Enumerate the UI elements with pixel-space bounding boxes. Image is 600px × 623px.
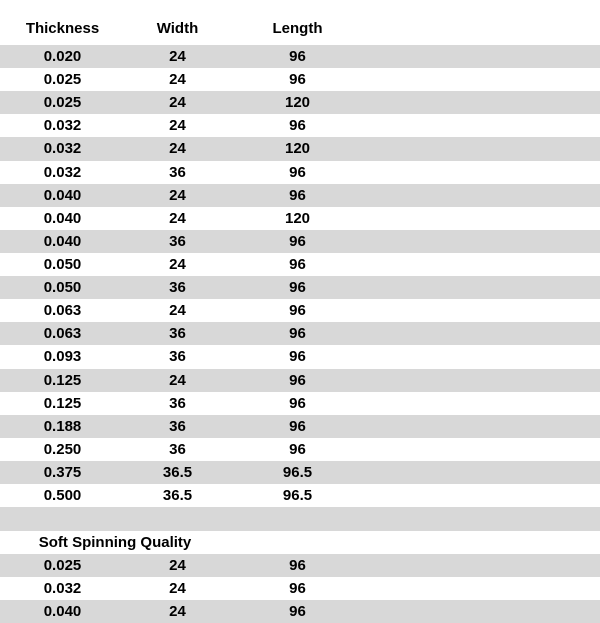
filler-cell (365, 299, 600, 322)
length-cell: 96 (289, 602, 306, 620)
table-row (0, 600, 600, 623)
filler-cell (365, 438, 600, 461)
table-row (0, 91, 600, 114)
filler-cell (365, 276, 600, 299)
thickness-cell: 0.063 (43, 302, 82, 320)
thickness-cell: 0.063 (43, 325, 82, 343)
filler-cell (365, 230, 600, 253)
table-row (0, 554, 600, 577)
width-cell: 24 (169, 602, 186, 620)
filler-cell (365, 184, 600, 207)
thickness-cell: 0.032 (43, 579, 82, 597)
filler-cell (365, 114, 600, 137)
filler-cell (365, 322, 600, 345)
filler-cell (365, 253, 600, 276)
length-cell: 96 (289, 440, 306, 458)
width-cell: 24 (169, 94, 186, 112)
filler-cell (365, 392, 600, 415)
table-row (0, 415, 600, 438)
table-row (0, 68, 600, 91)
thickness-cell: 0.093 (43, 348, 82, 366)
length-cell: 96 (289, 348, 306, 366)
width-cell: 36 (169, 394, 186, 412)
table-row (0, 230, 600, 253)
table-row (0, 577, 600, 600)
filler-cell (365, 91, 600, 114)
filler-cell (365, 68, 600, 91)
section-title: Soft Spinning Quality (38, 533, 192, 551)
length-cell: 120 (284, 209, 311, 227)
table-row (0, 184, 600, 207)
thickness-cell: 0.040 (43, 232, 82, 250)
header-row (0, 0, 600, 45)
column-header-width: Width (156, 20, 199, 37)
width-cell: 24 (169, 117, 186, 135)
filler-cell (365, 369, 600, 392)
width-cell: 36.5 (162, 464, 193, 482)
length-cell: 96 (289, 232, 306, 250)
main-rows (0, 45, 600, 507)
section-rows (0, 554, 600, 623)
filler-cell (365, 484, 600, 507)
width-cell: 24 (169, 302, 186, 320)
thickness-cell: 0.040 (43, 602, 82, 620)
length-cell: 96 (289, 186, 306, 204)
length-cell: 96 (289, 117, 306, 135)
column-header-length: Length (272, 20, 323, 37)
length-cell: 96 (289, 302, 306, 320)
length-cell: 96 (289, 371, 306, 389)
width-cell: 36 (169, 279, 186, 297)
width-cell: 36.5 (162, 487, 193, 505)
length-cell: 96 (289, 579, 306, 597)
width-cell: 36 (169, 163, 186, 181)
length-cell: 96 (289, 163, 306, 181)
length-cell: 96 (289, 417, 306, 435)
thickness-cell: 0.032 (43, 117, 82, 135)
length-cell: 96 (289, 394, 306, 412)
width-cell: 36 (169, 325, 186, 343)
filler-cell (365, 161, 600, 184)
width-cell: 36 (169, 232, 186, 250)
table-row (0, 45, 600, 68)
thickness-cell: 0.250 (43, 440, 82, 458)
section-title-empty-cell (230, 531, 365, 554)
thickness-cell: 0.375 (43, 464, 82, 482)
table-row (0, 276, 600, 299)
width-cell: 24 (169, 140, 186, 158)
column-header-thickness: Thickness (25, 20, 100, 37)
section-divider (0, 507, 600, 553)
length-cell: 96 (289, 48, 306, 66)
thickness-cell: 0.025 (43, 94, 82, 112)
table-row (0, 299, 600, 322)
thickness-cell: 0.050 (43, 279, 82, 297)
thickness-cell: 0.050 (43, 256, 82, 274)
width-cell: 24 (169, 579, 186, 597)
width-cell: 24 (169, 71, 186, 89)
length-cell: 96 (289, 279, 306, 297)
filler-cell (365, 207, 600, 230)
table-row (0, 484, 600, 507)
length-cell: 96 (289, 556, 306, 574)
thickness-cell: 0.025 (43, 556, 82, 574)
thickness-cell: 0.500 (43, 487, 82, 505)
spacer-row (0, 507, 600, 530)
width-cell: 24 (169, 48, 186, 66)
width-cell: 36 (169, 440, 186, 458)
spacer-cell (0, 507, 600, 530)
width-cell: 24 (169, 371, 186, 389)
length-cell: 120 (284, 140, 311, 158)
thickness-cell: 0.032 (43, 163, 82, 181)
width-cell: 36 (169, 348, 186, 366)
filler-cell (365, 461, 600, 484)
table-row (0, 345, 600, 368)
length-cell: 96 (289, 325, 306, 343)
filler-cell (365, 137, 600, 160)
thickness-cell: 0.025 (43, 71, 82, 89)
table-row (0, 253, 600, 276)
filler-cell (365, 45, 600, 68)
filler-cell (365, 345, 600, 368)
thickness-cell: 0.020 (43, 48, 82, 66)
thickness-cell: 0.188 (43, 417, 82, 435)
table-row (0, 461, 600, 484)
filler-cell (365, 577, 600, 600)
table-row (0, 438, 600, 461)
table-row (0, 392, 600, 415)
length-cell: 96 (289, 256, 306, 274)
thickness-cell: 0.040 (43, 209, 82, 227)
length-cell: 96.5 (282, 487, 313, 505)
table-row (0, 322, 600, 345)
thickness-cell: 0.125 (43, 394, 82, 412)
width-cell: 36 (169, 417, 186, 435)
table-row (0, 207, 600, 230)
width-cell: 24 (169, 209, 186, 227)
table-row (0, 114, 600, 137)
section-title-empty-cell (365, 531, 600, 554)
column-header-filler (365, 0, 600, 45)
filler-cell (365, 600, 600, 623)
thickness-cell: 0.032 (43, 140, 82, 158)
length-cell: 96 (289, 71, 306, 89)
width-cell: 24 (169, 256, 186, 274)
table-row (0, 137, 600, 160)
table-row (0, 369, 600, 392)
length-cell: 120 (284, 94, 311, 112)
thickness-cell: 0.040 (43, 186, 82, 204)
width-cell: 24 (169, 556, 186, 574)
filler-cell (365, 415, 600, 438)
width-cell: 24 (169, 186, 186, 204)
length-cell: 96.5 (282, 464, 313, 482)
thickness-cell: 0.125 (43, 371, 82, 389)
table-row (0, 161, 600, 184)
filler-cell (365, 554, 600, 577)
section-title-row (0, 531, 600, 554)
